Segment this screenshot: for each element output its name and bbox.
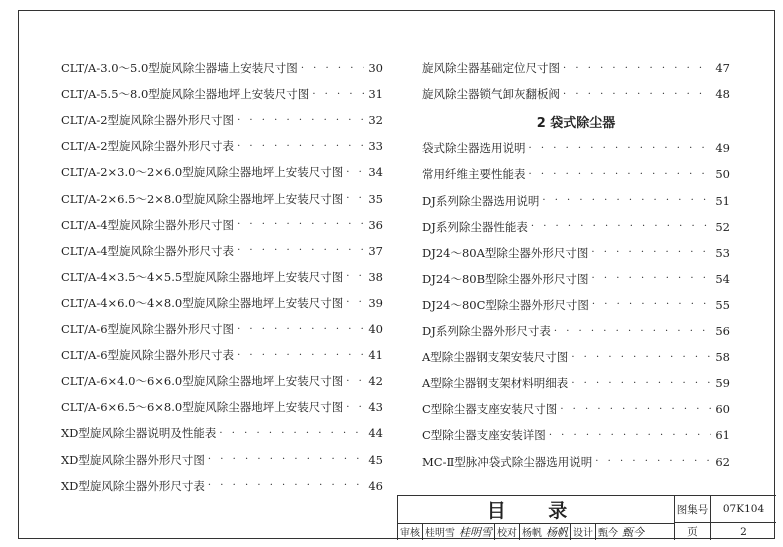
toc-entry-page: 42 bbox=[368, 374, 383, 389]
toc-entry bbox=[61, 162, 383, 182]
toc-entry-page: 36 bbox=[368, 217, 383, 232]
toc-entry bbox=[61, 84, 383, 104]
toc-entry-page: 48 bbox=[715, 87, 730, 102]
dot-leader bbox=[237, 219, 364, 230]
toc-entry-page: 41 bbox=[368, 348, 383, 363]
toc-entry bbox=[61, 110, 383, 130]
toc-entry-title: CLT/A-6型旋风除尘器外形尺寸表 bbox=[61, 348, 235, 363]
toc-entry-page: 37 bbox=[368, 243, 383, 258]
toc-entry-page: 31 bbox=[368, 87, 383, 102]
toc-entry-title: CLT/A-3.0～5.0型旋风除尘器墙上安装尺寸图 bbox=[61, 61, 298, 75]
toc-entry-title: CLT/A-6×4.0～6×6.0型旋风除尘器地坪上安装尺寸图 bbox=[61, 374, 344, 389]
toc-entry bbox=[61, 319, 383, 339]
dot-leader bbox=[346, 402, 364, 413]
title-block-grid bbox=[674, 496, 776, 540]
toc-entry bbox=[61, 293, 383, 313]
toc-entry-page: 46 bbox=[368, 478, 383, 493]
dot-leader bbox=[595, 456, 711, 467]
dot-leader bbox=[592, 299, 711, 310]
toc-entry bbox=[61, 267, 383, 287]
checker-label: 校对 bbox=[497, 528, 517, 539]
toc-entry-title: MC-Ⅱ型脉冲袋式除尘器选用说明 bbox=[422, 454, 593, 469]
dot-leader bbox=[237, 350, 364, 361]
atlas-number: 07K104 bbox=[711, 496, 776, 523]
dot-leader bbox=[346, 376, 364, 387]
dot-leader bbox=[560, 404, 711, 415]
title-block-signature-row bbox=[398, 523, 674, 540]
toc-entry bbox=[422, 164, 730, 184]
dot-leader bbox=[237, 324, 364, 335]
toc-entry-page: 49 bbox=[715, 141, 730, 156]
dot-leader bbox=[592, 273, 711, 284]
reviewer-name: 桂明雪 bbox=[425, 528, 455, 539]
toc-entry-page: 43 bbox=[368, 400, 383, 415]
toc-entry bbox=[422, 217, 730, 237]
toc-entry bbox=[422, 399, 730, 419]
dot-leader bbox=[219, 428, 364, 439]
dot-leader bbox=[208, 480, 364, 491]
toc-entry bbox=[422, 58, 730, 78]
toc-entry-page: 58 bbox=[715, 350, 730, 365]
dot-leader bbox=[529, 143, 712, 154]
toc-entry bbox=[61, 423, 383, 443]
toc-entry-page: 44 bbox=[368, 426, 383, 441]
toc-entry-title: XD型旋风除尘器外形尺寸图 bbox=[61, 452, 205, 467]
dot-leader bbox=[346, 193, 364, 204]
toc-entry bbox=[422, 425, 730, 445]
dot-leader bbox=[542, 195, 711, 206]
dot-leader bbox=[571, 352, 711, 363]
dot-leader bbox=[237, 115, 364, 126]
page-number: 2 bbox=[740, 525, 747, 538]
section-heading: 2 袋式除尘器 bbox=[536, 116, 616, 132]
toc-entry-page: 35 bbox=[368, 191, 383, 206]
dot-leader bbox=[549, 430, 711, 441]
toc-entry-page: 47 bbox=[715, 61, 730, 75]
checker-signature: 杨帆 bbox=[546, 525, 568, 539]
toc-entry-title: CLT/A-4型旋风除尘器外形尺寸图 bbox=[61, 217, 235, 232]
toc-entry-title: 袋式除尘器选用说明 bbox=[422, 141, 526, 156]
designer-signature: 甄今 bbox=[622, 525, 644, 539]
toc-entry-title: CLT/A-4×3.5～4×5.5型旋风除尘器地坪上安装尺寸图 bbox=[61, 269, 344, 284]
toc-entry-title: CLT/A-4×6.0～4×8.0型旋风除尘器地坪上安装尺寸图 bbox=[61, 295, 344, 310]
toc-entry bbox=[61, 345, 383, 365]
toc-entry-title: CLT/A-6×6.5～6×8.0型旋风除尘器地坪上安装尺寸图 bbox=[61, 400, 344, 415]
toc-entry-title: DJ24～80B型除尘器外形尺寸图 bbox=[422, 271, 589, 286]
dot-leader bbox=[301, 63, 364, 74]
toc-entry-title: DJ24～80C型除尘器外形尺寸图 bbox=[422, 297, 589, 312]
toc-entry-title: CLT/A-2×6.5～2×8.0型旋风除尘器地坪上安装尺寸图 bbox=[61, 191, 344, 206]
toc-entry-page: 45 bbox=[368, 452, 383, 467]
checker-name: 杨帆 bbox=[522, 528, 542, 539]
page-frame bbox=[18, 10, 775, 539]
title-block-main-title: 目 录 bbox=[398, 496, 674, 524]
toc-entry-page: 39 bbox=[368, 295, 383, 310]
dot-leader bbox=[346, 297, 364, 308]
dot-leader bbox=[208, 454, 364, 465]
toc-entry bbox=[422, 191, 730, 211]
toc-entry-page: 34 bbox=[368, 165, 383, 180]
toc-entry bbox=[61, 136, 383, 156]
toc-entry-page: 40 bbox=[368, 322, 383, 336]
toc-entry-title: CLT/A-6型旋风除尘器外形尺寸图 bbox=[61, 322, 235, 336]
title-block bbox=[397, 495, 776, 540]
toc-entry-page: 53 bbox=[715, 245, 730, 260]
toc-entry-title: CLT/A-5.5～8.0型旋风除尘器地坪上安装尺寸图 bbox=[61, 87, 310, 102]
dot-leader bbox=[237, 245, 364, 256]
toc-entry bbox=[422, 295, 730, 315]
dot-leader bbox=[563, 89, 711, 100]
toc-entry-page: 51 bbox=[715, 193, 730, 208]
toc-entry-page: 60 bbox=[715, 402, 730, 417]
reviewer-label: 审核 bbox=[400, 528, 420, 539]
toc-entry bbox=[422, 138, 730, 158]
toc-entry-title: C型除尘器支座安装尺寸图 bbox=[422, 402, 558, 417]
designer-name: 甄今 bbox=[598, 528, 618, 539]
toc-entry bbox=[61, 241, 383, 261]
dot-leader bbox=[237, 141, 364, 152]
toc-entry bbox=[422, 347, 730, 367]
toc-entry bbox=[422, 269, 730, 289]
toc-entry-page: 32 bbox=[368, 113, 383, 128]
toc-entry-title: 常用纤维主要性能表 bbox=[422, 167, 526, 182]
dot-leader bbox=[563, 63, 711, 74]
toc-entry bbox=[422, 452, 730, 472]
dot-leader bbox=[529, 169, 712, 180]
toc-entry bbox=[61, 215, 383, 235]
dot-leader bbox=[346, 167, 364, 178]
toc-entry-title: CLT/A-2×3.0～2×6.0型旋风除尘器地坪上安装尺寸图 bbox=[61, 165, 344, 180]
reviewer-signature: 桂明雪 bbox=[459, 525, 492, 539]
toc-entry bbox=[61, 476, 383, 496]
toc-entry-title: 旋风除尘器锁气卸灰翻板阀 bbox=[422, 87, 560, 102]
dot-leader bbox=[554, 326, 711, 337]
atlas-number-label: 图集号 bbox=[675, 496, 711, 523]
toc-entry-title: XD型旋风除尘器外形尺寸表 bbox=[61, 478, 205, 493]
toc-entry-page: 55 bbox=[715, 297, 730, 312]
toc-entry-title: C型除尘器支座安装详图 bbox=[422, 428, 546, 443]
toc-entry-page: 56 bbox=[715, 324, 730, 338]
toc-entry bbox=[61, 371, 383, 391]
toc-entry-page: 61 bbox=[715, 428, 730, 443]
toc-entry bbox=[61, 189, 383, 209]
toc-entry-page: 30 bbox=[368, 61, 383, 75]
toc-entry-title: DJ系列除尘器性能表 bbox=[422, 219, 528, 234]
toc-entry-page: 38 bbox=[368, 269, 383, 284]
toc-entry bbox=[422, 84, 730, 104]
toc-entry bbox=[422, 243, 730, 263]
page-label: 页 bbox=[675, 523, 711, 540]
toc-entry-title: DJ系列除尘器选用说明 bbox=[422, 193, 540, 208]
toc-entry-title: DJ24～80A型除尘器外形尺寸图 bbox=[422, 245, 589, 260]
toc-entry-page: 50 bbox=[715, 167, 730, 182]
toc-entry bbox=[61, 58, 383, 78]
toc-entry-title: XD型旋风除尘器说明及性能表 bbox=[61, 426, 217, 441]
toc-entry bbox=[61, 397, 383, 417]
toc-entry-title: CLT/A-2型旋风除尘器外形尺寸图 bbox=[61, 113, 235, 128]
toc-entry-title: CLT/A-4型旋风除尘器外形尺寸表 bbox=[61, 243, 235, 258]
toc-entry bbox=[422, 373, 730, 393]
toc-entry-page: 54 bbox=[715, 271, 730, 286]
toc-entry-title: DJ系列除尘器外形尺寸表 bbox=[422, 324, 551, 338]
toc-entry-title: CLT/A-2型旋风除尘器外形尺寸表 bbox=[61, 139, 235, 154]
toc-entry-page: 59 bbox=[715, 376, 730, 391]
dot-leader bbox=[591, 247, 711, 258]
dot-leader bbox=[571, 378, 711, 389]
dot-leader bbox=[346, 271, 364, 282]
designer-label: 设计 bbox=[573, 528, 593, 539]
toc-entry-page: 33 bbox=[368, 139, 383, 154]
toc-entry-title: A型除尘器钢支架安装尺寸图 bbox=[422, 350, 569, 365]
toc-entry bbox=[422, 321, 730, 341]
toc-entry-page: 52 bbox=[715, 219, 730, 234]
toc-entry bbox=[61, 450, 383, 470]
dot-leader bbox=[312, 89, 364, 100]
toc-entry-title: 旋风除尘器基础定位尺寸图 bbox=[422, 61, 560, 75]
dot-leader bbox=[531, 221, 711, 232]
toc-entry-title: A型除尘器钢支架材料明细表 bbox=[422, 376, 569, 391]
toc-entry-page: 62 bbox=[715, 454, 730, 469]
